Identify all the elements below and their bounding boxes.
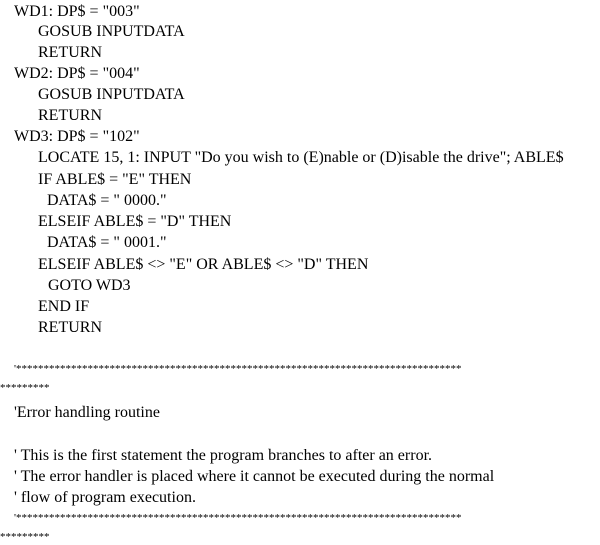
wd3-endif-line: END IF xyxy=(38,298,90,315)
error-comment-2: ' The error handler is placed where it cannot be executed during the normal xyxy=(14,468,495,485)
wd3-elseif-d-line: ELSEIF ABLE$ = "D" THEN xyxy=(38,213,232,230)
separator-stars-bottom-1: '********************************************************************************* xyxy=(14,512,462,524)
error-comment-1: ' This is the first statement the program branches to after an error. xyxy=(14,447,433,464)
separator-stars-top-2: ********* xyxy=(0,382,50,394)
wd2-gosub-line: GOSUB INPUTDATA xyxy=(38,86,185,103)
wd2-return-line: RETURN xyxy=(38,107,102,124)
wd3-return-line: RETURN xyxy=(38,319,102,336)
separator-stars-top-1: '********************************************************************************* xyxy=(14,363,462,375)
wd3-goto-line: GOTO WD3 xyxy=(48,277,131,294)
wd3-label-line: WD3: DP$ = "102" xyxy=(14,128,140,145)
wd3-data-enable-line: DATA$ = " 0000." xyxy=(47,192,167,209)
wd3-data-disable-line: DATA$ = " 0001." xyxy=(47,234,167,251)
separator-stars-bottom-2: ********* xyxy=(0,531,50,543)
error-comment-3: ' flow of program execution. xyxy=(14,489,196,506)
wd1-gosub-line: GOSUB INPUTDATA xyxy=(38,23,185,40)
wd3-locate-line: LOCATE 15, 1: INPUT "Do you wish to (E)nable or (D)isable the drive"; ABLE$ xyxy=(38,149,564,166)
wd1-return-line: RETURN xyxy=(38,44,102,61)
wd1-label-line: WD1: DP$ = "003" xyxy=(14,3,140,20)
error-routine-title: 'Error handling routine xyxy=(14,404,160,421)
wd2-label-line: WD2: DP$ = "004" xyxy=(14,65,140,82)
wd3-if-line: IF ABLE$ = "E" THEN xyxy=(38,171,192,188)
wd3-elseif-other-line: ELSEIF ABLE$ <> "E" OR ABLE$ <> "D" THEN xyxy=(38,256,369,273)
